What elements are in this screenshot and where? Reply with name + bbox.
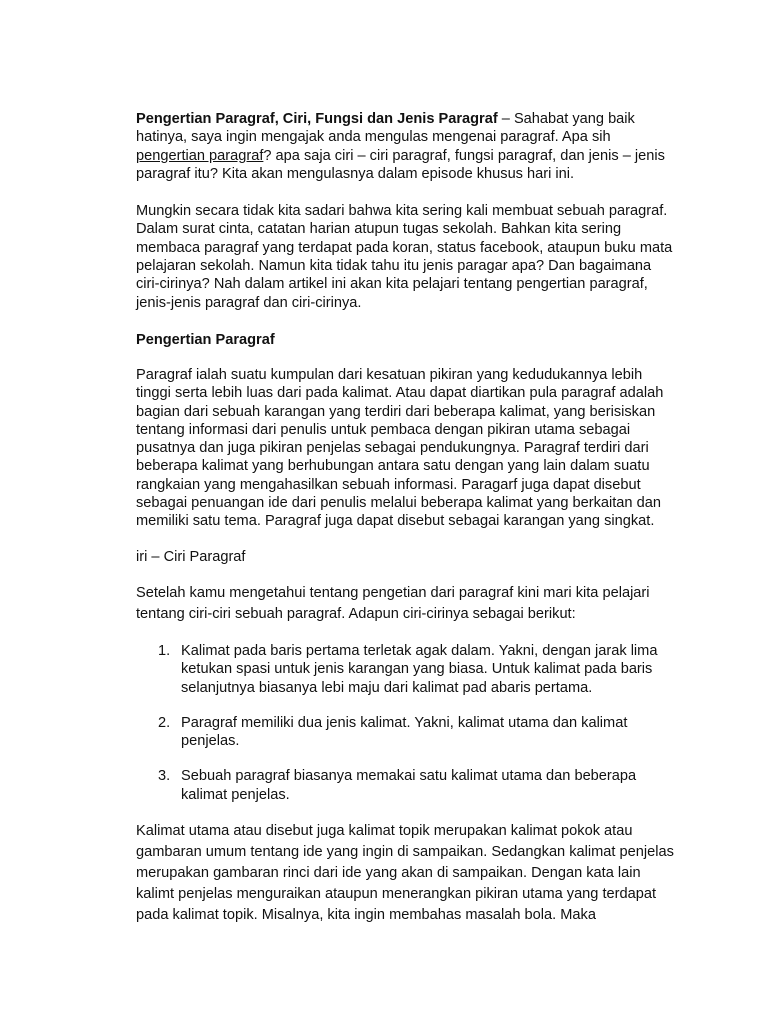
paragraph-ciri-intro: Setelah kamu mengetahui tentang pengetian dari paragraf kini mari kita pelajari tentang ciri-ciri sebuah paragraf. Adapun ciri-cirinya sebagai berikut: (136, 584, 650, 622)
list-item (136, 714, 676, 751)
document-title: Pengertian Paragraf, Ciri, Fungsi dan Jenis Paragraf (136, 111, 498, 127)
pengertian-paragraf-link[interactable]: pengertian paragraf (136, 147, 264, 164)
intro-paragraph (136, 110, 676, 183)
list-item-text: Kalimat pada baris pertama terletak agak dalam. Yakni, dengan jarak lima ketukan spasi untuk jenis karangan yang biasa. Untuk kalimat pada baris selanjutnya biasanya lebi maju dari kalimat pad abaris pertama. (181, 642, 658, 696)
list-item-text: Paragraf memiliki dua jenis kalimat. Yakni, kalimat utama dan kalimat penjelas. (181, 714, 628, 750)
list-item-text: Sebuah paragraf biasanya memakai satu kalimat utama dan beberapa kalimat penjelas. (181, 768, 637, 803)
list-number: 3. (158, 768, 171, 785)
paragraph-kalimat-utama: Kalimat utama atau disebut juga kalimat topik merupakan kalimat pokok atau gambaran umum tentang ide yang ingin di sampaikan. Sedangkan kalimat penjelas merupakan gambaran rinci dari ide yang akan di sampaikan. Dengan kata lain kalimt penjelas menguraikan ataupun menerangkan pikiran utama yang terdapat pada kalimat topik. Misalnya, kita ingin membahas masalah bola. Maka (136, 823, 674, 924)
document-page (136, 110, 676, 926)
heading-pengertian-paragraf: Pengertian Paragraf (136, 331, 275, 348)
list-item (136, 767, 676, 804)
intro-text-2: ? apa saja ciri – ciri paragraf, fungsi paragraf, dan jenis – jenis paragraf itu? Kita akan mengulasnya dalam episode khusus hari ini. (136, 147, 665, 182)
ciri-list (136, 642, 676, 804)
list-item (136, 642, 676, 697)
heading-ciri-paragraf: iri – Ciri Paragraf (136, 548, 246, 565)
paragraph-mungkin: Mungkin secara tidak kita sadari bahwa kita sering kali membuat sebuah paragraf. Dalam surat cinta, catatan harian atupun tugas sekolah. Bahkan kita sering membaca paragraf yang terdapat pada koran, status facebook, ataupun buku mata pelajaran sekolah. Namun kita tidak tahu itu jenis paragar apa? Dan bagaimana ciri-cirinya? Nah dalam artikel ini akan kita pelajari tentang pengertian paragraf, jenis-jenis paragraf dan ciri-cirinya. (136, 203, 673, 311)
list-number: 2. (158, 714, 171, 731)
intro-text-1: – Sahabat yang baik hatinya, saya ingin mengajak anda mengulas mengenai paragraf. Apa sih (136, 111, 635, 146)
paragraph-definition: Paragraf ialah suatu kumpulan dari kesatuan pikiran yang kedudukannya lebih tinggi serta lebih luas dari pada kalimat. Atau dapat diartikan pula paragraf adalah bagian dari sebuah karangan yang terdiri dari beberapa kalimat, yang berisiskan tentang informasi dari penulis untuk pembaca dengan pikiran utama sebagai pusatnya dan juga pikiran penjelas sebagai pendukungnya. Paragraf terdiri dari beberapa kalimat yang berhubungan antara satu dengan yang lain dalam suatu rangkaian yang mengahasilkan sebuah informasi. Paragarf juga dapat disebut sebagai penuangan ide dari penulis melalui beberapa kalimat yang berkaitan dan memiliki satu tema. Paragraf juga dapat disebut sebagai karangan yang singkat. (136, 366, 664, 530)
list-number: 1. (158, 642, 171, 659)
